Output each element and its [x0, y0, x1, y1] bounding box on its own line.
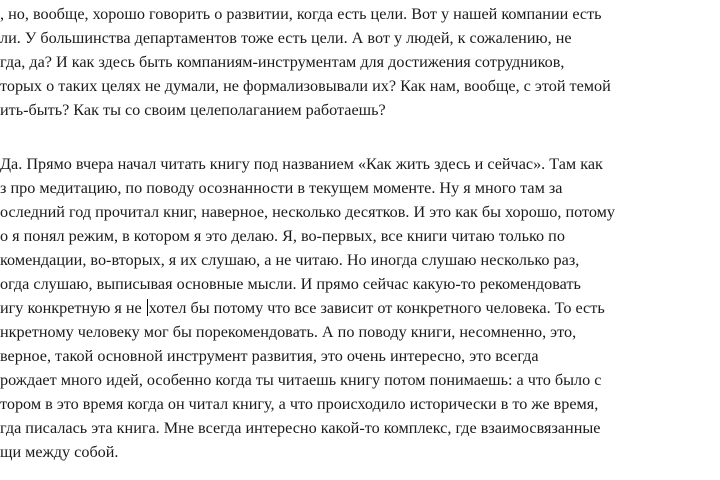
- text-line: , но, вообще, хорошо говорить о развитии, когда есть цели. Вот у нашей компании есть: [0, 5, 602, 23]
- text-line: гда писалась эта книга. Мне всегда интересно какой-то комплекс, где взаимосвязанные: [0, 419, 601, 437]
- text-cursor[interactable]: [147, 299, 148, 316]
- text-line: комендации, во-вторых, я их слушаю, а не читаю. Но иногда слушаю несколько раз,: [0, 251, 580, 269]
- text-line: огда слушаю, выписывая основные мысли. И прямо сейчас какую-то рекомендовать: [0, 275, 581, 293]
- text-line: щи между собой.: [0, 443, 119, 461]
- text-line: з про медитацию, по поводу осознанности в текущем моменте. Ну я много там за: [0, 179, 563, 197]
- paragraph-answer: [0, 152, 720, 464]
- text-line: верное, такой основной инструмент развития, это очень интересно, это всегда: [0, 347, 539, 365]
- text-segment: игу конкретную я не: [0, 299, 142, 317]
- text-line: тором в это время когда он читал книгу, а что происходило исторически в то же время,: [0, 395, 599, 413]
- text-line: о я понял режим, в котором я это делаю. Я, во-первых, все книги читаю только по: [0, 227, 565, 245]
- text-line: ить-быть? Как ты со своим целеполаганием работаешь?: [0, 101, 386, 119]
- text-segment: хотел бы потому что все зависит от конкретного человека. То есть: [148, 299, 605, 317]
- text-line: нкретному человеку мог бы порекомендовать. А по поводу книги, несомненно, это,: [0, 323, 577, 341]
- text-line: торых о таких целях не думали, не формализовывали их? Как нам, вообще, с этой темой: [0, 77, 611, 95]
- text-line: оследний год прочитал книг, наверное, несколько десятков. И это как бы хорошо, потому: [0, 203, 616, 221]
- text-line: Да. Прямо вчера начал читать книгу под названием «Как жить здесь и сейчас». Там как: [0, 155, 603, 173]
- text-line-with-caret: [0, 296, 720, 320]
- text-line: ли. У большинства департаментов тоже есть цели. А вот у людей, к сожалению, не: [0, 29, 572, 47]
- text-line: рождает много идей, особенно когда ты читаешь книгу потом понимаешь: а что было с: [0, 371, 602, 389]
- text-line: гда, да? И как здесь быть компаниям-инструментам для достижения сотрудников,: [0, 53, 565, 71]
- paragraph-question: [0, 2, 720, 122]
